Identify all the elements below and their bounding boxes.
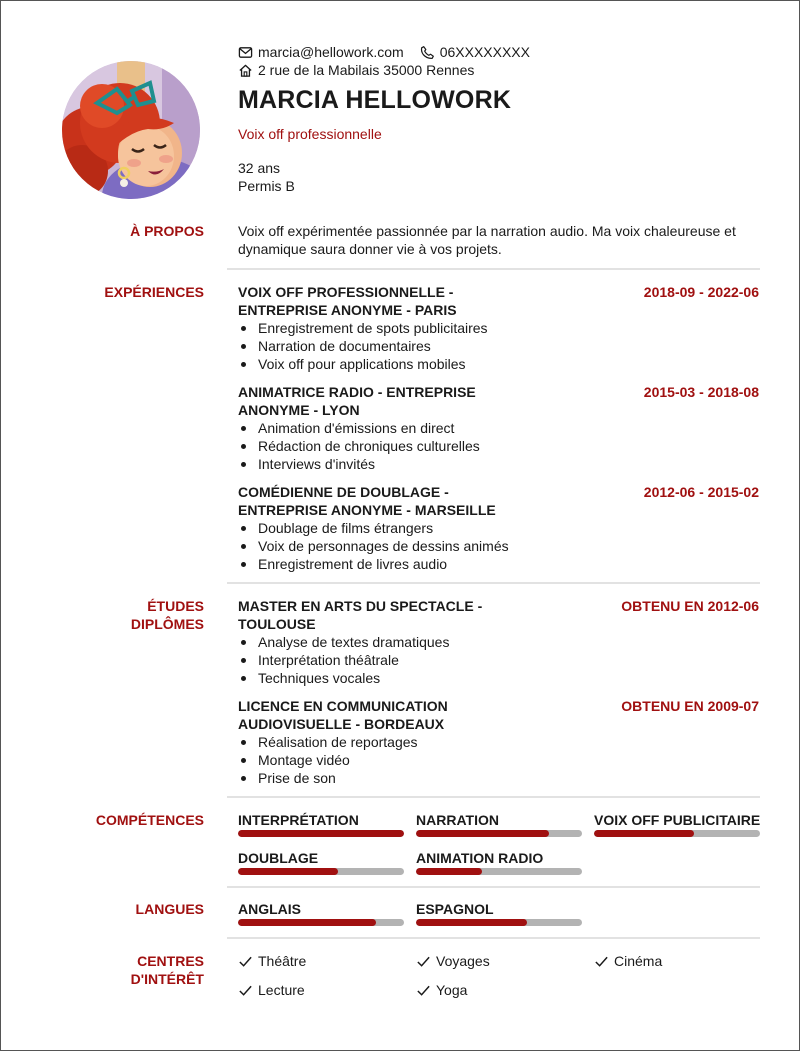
interest-label: Lecture [258, 982, 305, 998]
age: 32 ans [238, 160, 281, 176]
email-text: marcia@hellowork.com [258, 44, 404, 60]
divider [227, 796, 760, 798]
language-item [416, 900, 582, 926]
section-label-experiences: EXPÉRIENCES [104, 284, 204, 300]
address-text: 2 rue de la Mabilais 35000 Rennes [258, 62, 475, 78]
list-item: Analyse de textes dramatiques [238, 633, 759, 651]
education-entry [238, 597, 759, 687]
section-label-education: ÉTUDES DIPLÔMES [130, 598, 204, 632]
entry-date: 2012-06 - 2015-02 [643, 484, 759, 500]
list-item: Doublage de films étrangers [238, 519, 759, 537]
check-icon [416, 954, 431, 969]
skill-bar-fill [238, 830, 404, 837]
list-item: Interviews d'invités [238, 455, 759, 473]
entry-title: COMÉDIENNE DE DOUBLAGE - ENTREPRISE ANONYME - MARSEILLE [238, 484, 496, 518]
entry-bullets [238, 519, 759, 573]
list-item: Prise de son [238, 769, 759, 787]
interest-label: Cinéma [614, 953, 663, 969]
personal-info [238, 159, 295, 195]
address-item [238, 61, 474, 79]
language-name: ANGLAIS [238, 901, 301, 917]
entry-date: OBTENU EN 2009-07 [621, 698, 759, 714]
entry-bullets [238, 319, 759, 373]
skill-item [238, 849, 404, 875]
phone-item[interactable] [420, 43, 530, 61]
experience-entry [238, 383, 759, 473]
skill-bar [594, 830, 760, 837]
interest-item [238, 981, 305, 999]
interest-item [594, 952, 662, 970]
job-title: Voix off professionnelle [238, 126, 382, 142]
experience-entry [238, 283, 759, 373]
contact-info [238, 43, 546, 79]
phone-text: 06XXXXXXXX [439, 44, 530, 60]
skill-bar [416, 830, 582, 837]
skill-bar-fill [238, 868, 338, 875]
language-item [238, 900, 404, 926]
list-item: Rédaction de chroniques culturelles [238, 437, 759, 455]
interest-label: Théâtre [258, 953, 307, 969]
language-bar-fill [416, 919, 527, 926]
check-icon [416, 983, 431, 998]
divider [227, 268, 760, 270]
entry-title: LICENCE EN COMMUNICATION AUDIOVISUELLE - BORDEAUX [238, 698, 448, 732]
entry-title: ANIMATRICE RADIO - ENTREPRISE ANONYME - LYON [238, 384, 476, 418]
language-bar [416, 919, 582, 926]
interest-label: Voyages [436, 953, 490, 969]
skill-item [238, 811, 404, 837]
driving-license: Permis B [238, 178, 295, 194]
divider [227, 582, 760, 584]
skill-bar-fill [594, 830, 694, 837]
entry-bullets [238, 633, 759, 687]
skill-bar-fill [416, 868, 482, 875]
email-item[interactable] [238, 43, 404, 61]
section-label-interests: CENTRES D'INTÉRÊT [130, 953, 204, 987]
entry-title: MASTER EN ARTS DU SPECTACLE - TOULOUSE [238, 598, 483, 632]
list-item: Réalisation de reportages [238, 733, 759, 751]
skill-name: VOIX OFF PUBLICITAIRE [594, 812, 761, 828]
divider [227, 937, 760, 939]
list-item: Enregistrement de spots publicitaires [238, 319, 759, 337]
section-label-languages: LANGUES [135, 901, 204, 917]
education-entry [238, 697, 759, 787]
entry-date: 2015-03 - 2018-08 [643, 384, 759, 400]
mail-icon [238, 45, 253, 60]
section-label-about: À PROPOS [130, 223, 204, 239]
skill-name: INTERPRÉTATION [238, 812, 359, 828]
skill-item [416, 811, 582, 837]
entry-bullets [238, 419, 759, 473]
interest-item [416, 952, 490, 970]
list-item: Enregistrement de livres audio [238, 555, 759, 573]
list-item: Animation d'émissions en direct [238, 419, 759, 437]
entry-date: 2018-09 - 2022-06 [643, 284, 759, 300]
entry-date: OBTENU EN 2012-06 [621, 598, 759, 614]
skill-bar [238, 868, 404, 875]
phone-icon [420, 45, 435, 60]
entry-title: VOIX OFF PROFESSIONNELLE - ENTREPRISE ANONYME - PARIS [238, 284, 457, 318]
skill-name: ANIMATION RADIO [416, 850, 544, 866]
skill-item [594, 811, 760, 837]
about-text: Voix off expérimentée passionnée par la narration audio. Ma voix chaleureuse et dynamique saura donner vie à vos projets. [238, 223, 736, 257]
section-label-skills: COMPÉTENCES [95, 812, 204, 828]
check-icon [238, 983, 253, 998]
skill-name: NARRATION [416, 812, 499, 828]
entry-bullets [238, 733, 759, 787]
language-bar [238, 919, 404, 926]
list-item: Interprétation théâtrale [238, 651, 759, 669]
check-icon [594, 954, 609, 969]
experience-entry [238, 483, 759, 573]
skill-item [416, 849, 582, 875]
language-bar-fill [238, 919, 376, 926]
skill-bar [238, 830, 404, 837]
skill-name: DOUBLAGE [238, 850, 319, 866]
list-item: Voix off pour applications mobiles [238, 355, 759, 373]
home-icon [238, 63, 253, 78]
list-item: Techniques vocales [238, 669, 759, 687]
avatar-illustration [62, 61, 200, 199]
skill-bar [416, 868, 582, 875]
skill-bar-fill [416, 830, 549, 837]
candidate-name: MARCIA HELLOWORK [238, 86, 512, 114]
divider [227, 886, 760, 888]
list-item: Montage vidéo [238, 751, 759, 769]
interest-item [238, 952, 306, 970]
check-icon [238, 954, 253, 969]
list-item: Narration de documentaires [238, 337, 759, 355]
language-name: ESPAGNOL [416, 901, 494, 917]
interest-label: Yoga [436, 982, 468, 998]
list-item: Voix de personnages de dessins animés [238, 537, 759, 555]
interest-item [416, 981, 467, 999]
profile-photo [62, 61, 200, 199]
